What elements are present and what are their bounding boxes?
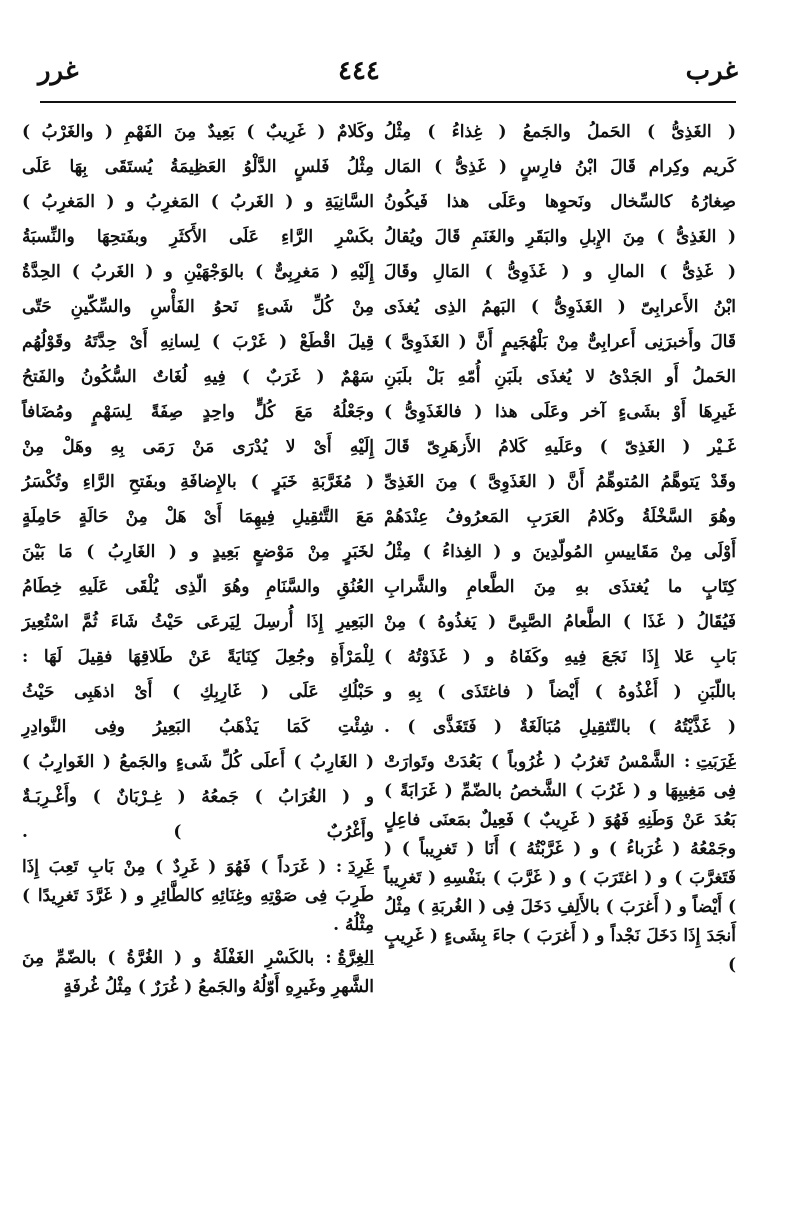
text-line: كِتَابٍ ما يُغتذَى بهِ مِنَ الطَّعامِ والشَّرابِ: [384, 577, 736, 597]
entry-ghirra: [16, 944, 374, 1002]
text-line: بَابِ عَلا إِذَا نَجَعَ فِيهِ وكَفَاهُ و ( غَذَوْتُهُ ): [384, 647, 736, 667]
text-line: السَّانِيَةِ و ( الغَربُ ) المَغرِبُ و ( المَغرِبُ ): [22, 192, 374, 212]
text-line: شِئْتِ كَمَا يَذْهَبُ البَعِيرُ وفِى النَّوادِرِ: [22, 717, 374, 737]
running-head-right: غرب: [685, 56, 738, 86]
text-line: وكَلامٌ ( غَرِيبٌ ) بَعِيدٌ مِنَ الفَهْمِ ( والغَرْبُ ): [22, 122, 374, 142]
text-line: كَريم وكِرام قَالَ ابْنُ فارِسٍ ( غَذِىُّ ) المَال: [384, 157, 736, 177]
text-line: العُنُقِ والسَّنَامِ وهُوَ الّذِى يُلْقَى عَلَيهِ خِطَامُ: [22, 577, 374, 597]
entry-text: : الشَّمْسُ تَغرُبُ ( غُرُوباً ) بَعُدَتْ وتَوارَتْ فِى مَغِيبِهَا و ( غَرُبَ ) الشَّخصُ بالضّمِّ ( غَرَابَةً ) بَعُدَ عَنْ وَطَنِهِ فَهُوَ ( غَرِيبٌ ) فَعِيلٌ بمَعنَى فاعِلٍ وجَمْعُهُ ( غُرَباءُ ) و ( غَرَّبْتُهُ ) أَنَا ( تَغرِيباً ) ( فَتَغرَّبَ ) و ( اغتَرَبَ ) و ( غَرَّبَ ) بنَفْسِهِ ( تَغرِيباً ) أَيْضاً و ( أَغرَبَ ) بالأَلِفِ دَخَلَ فِى ( الغُربَةِ ) مِثْلُ أَنجَدَ إِذَا دَخَلَ نَجْداً و ( أَغرَبَ ) جاءَ بِشَىءٍ ( غَرِيبٍ ): [378, 752, 736, 975]
text-line: مَعَ التَّثقِيلِ فِيهِمَا أَىْ هَلْ مِنْ حَالَةٍ حَامِلَةٍ: [22, 507, 374, 527]
entry-gharida: [16, 853, 374, 940]
text-line: فَيُقَالُ ( غَذَا ) الطَّعامُ الصَّبِىَّ ( يَغذُوهُ ) مِنْ: [384, 612, 736, 632]
text-line: غَيرِهَا أَوْ بشَىءٍ آخر وعَلَى هذا ( فالغَذَوِىُّ ): [384, 402, 736, 422]
text-line: البَعِيرِ إِذَا أُرسِلَ لِيَرعَى حَيْثُ شَاءَ ثُمَّ اسْتُعِيرَ: [22, 612, 374, 632]
text-line: ابْنُ الأَعرابِىّ ( الغَذَوِىُّ ) البَهمُ الذِى يُغذَى: [384, 297, 736, 317]
text-line: صِغارُهُ كالسِّخال ونَحوِها وعَلَى هذا فَيكُونُ: [384, 192, 736, 212]
text-line: لخَبَرٍ مِنْ مَوْضعٍ بَعِيدٍ و ( الغَارِبُ ) مَا بَيْنَ: [22, 542, 374, 562]
text-line: سَهْمٌ ( غَرَبٌ ) فِيهِ لُغَاتٌ السُّكُونُ والفَتحُ: [22, 367, 374, 387]
header-rule: [40, 101, 736, 103]
text-line: ( غَذَّيْتُهُ ) بالتّثقِيلِ مُبَالَغَةٌ ( فَتَغَذَّى ) .: [384, 717, 736, 737]
text-line: إِلَيْهِ أَىْ لا يُدْرَى مَنْ رَمَى بِهِ وهَلْ مِنْ: [22, 437, 374, 457]
text-line: قِيلَ اقْطَعْ ( غَرْبَ ) لِسانِهِ أَىْ حِدَّتَهُ وقَوْلُهُم: [22, 332, 374, 352]
text-line: ( الغَذِىُّ ) مِنَ الإِبلِ والبَقَرِ والغَنَمِ قَالَ ويُقالُ: [384, 227, 736, 247]
entry-gharabat: [378, 748, 736, 980]
text-line: لِلْمَرْأَةِ وجُعِلَ كِنَايَةً عَنْ طَلاقِهَا فقِيلَ لَهَا :: [22, 647, 374, 667]
entry-text: : بالكَسْرِ الغَفْلَةُ و ( الغُرَّةُ ) بالضّمِّ مِنَ الشَّهرِ وغَيرِهِ أَوّلُهُ والجَمعُ ( غُرَرٌ ) مِثْلُ غُرفَةٍ: [16, 948, 374, 997]
text-line: ( الغَارِبُ ) أَعلَى كُلِّ شَىءٍ والجَمعُ ( الغَوارِبُ ): [22, 752, 374, 772]
left-column-lines: [22, 118, 374, 847]
text-line: ( غَذِىُّ ) المالِ و ( غَذَوِىُّ ) المَالِ وقَالَ: [384, 262, 736, 282]
entry-headword: غَرِدَ: [348, 857, 374, 877]
right-column: [378, 118, 736, 1188]
text-line: أَوْلَى مِنْ مَقَاييسِ المُولّدِينَ و ( الغِذاءُ ) مِثْلُ: [384, 542, 736, 562]
entry-headword: الغِرَّةُ: [337, 948, 374, 968]
text-line: وأَغْرُبٌ ) .: [22, 822, 374, 842]
entry-headword: غَرَبَتِ: [696, 752, 736, 772]
left-column: [16, 118, 374, 1188]
text-line: باللّبَنِ ( أَغْذُوهُ ) أَيْضاً ( فاغتَذَى ) بِهِ و: [384, 682, 736, 702]
text-line: قَالَ وأَخبرَنِى أَعرابِىٌّ مِنْ بَلْهُجَيمٍ أَنَّ ( الغَذَوِىَّ ): [384, 332, 736, 352]
text-line: مِثْلُ فَلسٍ الدَّلْوُ العَظِيمَةُ يُستَقَى بِهَا عَلَى: [22, 157, 374, 177]
text-line: الحَملُ أَو الجَدْىُ لا يُغذَى بلَبَنِ أُمّهِ بَلْ بلَبَنِ: [384, 367, 736, 387]
page-header: [0, 0, 796, 110]
text-line: مِنْ كُلِّ شَىءٍ نَحوُ الفَأْسِ والسِّكّينِ حَتّى: [22, 297, 374, 317]
text-line: ( الغَذِىُّ ) الحَملُ والجَمعُ ( غِذاءُ ) مِثْلُ: [384, 122, 736, 142]
text-line: بكَسْرِ الرَّاءِ عَلَى الأَكثَرِ وبفَتحِهَا والنِّسبَةُ: [22, 227, 374, 247]
text-line: حَبْلُكِ عَلَى ( غَارِبِكِ ) أَىْ اذهَبِى حَيْثُ: [22, 682, 374, 702]
running-head-left: غرر: [38, 56, 79, 86]
right-column-lines: [384, 118, 736, 742]
text-line: وجَعْلُهُ مَعَ كُلٍّ واحِدٍ صِفَةً لِسَهْمٍ ومُضَافاً: [22, 402, 374, 422]
text-line: غَـيْر ( الغَذِىّ ) وعَلَيهِ كَلامُ الأَزهَرِىّ قَالَ: [384, 437, 736, 457]
text-line: و ( الغُرَابُ ) جَمعُهُ ( غِـرْبَانٌ ) وأَغْـرِبَـةٌ: [22, 787, 374, 807]
text-line: ( مُغَرَّبَةِ خَبَرٍ ) بالإِضافَةِ وبفَتحِ الرَّاءِ وتُكْسَرُ: [22, 472, 374, 492]
text-line: إِلَيْهِ ( مَغرِبِىٌّ ) بالوَجْهَيْنِ و ( الغَربُ ) الحِدَّةُ: [22, 262, 374, 282]
page-number: ٤٤٤: [338, 56, 380, 86]
text-line: وقَدْ يَتوهَّمُ المُتوهِّمُ أَنَّ ( الغَذَوِىَّ ) مِنَ الغَذِىِّ: [384, 472, 736, 492]
text-line: وهُوَ السَّخْلَةُ وكَلامُ العَرَبِ المَعرُوفُ عِنْدَهُمْ: [384, 507, 736, 527]
entry-text: : ( غَرَداً ) فَهُوَ ( غَرِدٌ ) مِنْ بَابِ تَعِبَ إِذَا طَرِبَ فِى صَوْتِهِ وغِنَائِهِ كالطَّائِرِ و ( غَرَّدَ تَغرِيدًا ) مِثْلُهُ .: [16, 857, 374, 935]
